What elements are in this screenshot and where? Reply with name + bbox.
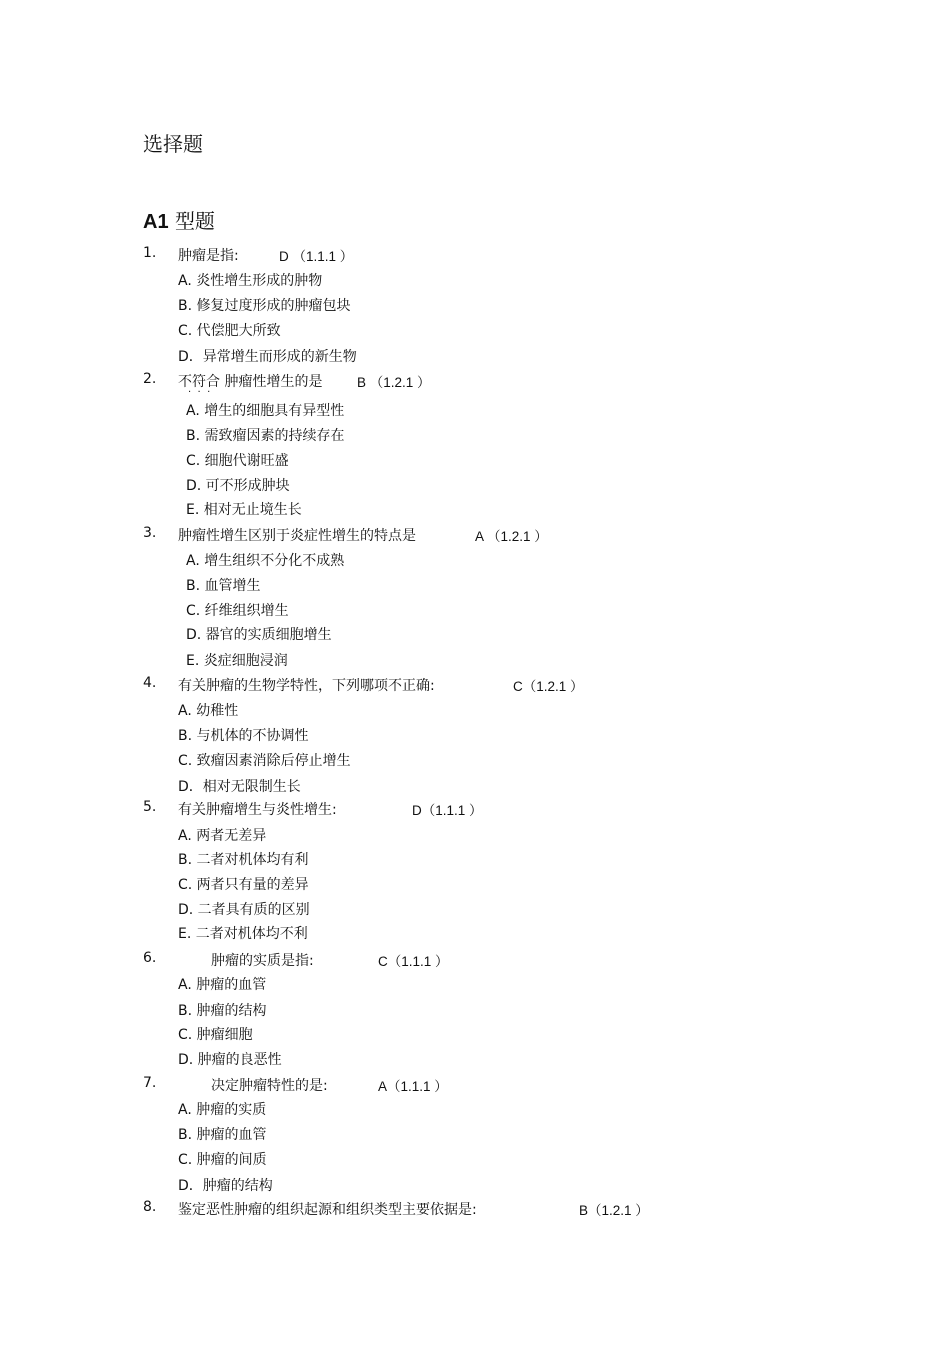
- emphasized-word: 不符合: [178, 374, 220, 390]
- question-number: 4.: [143, 675, 157, 691]
- question-number: 2.: [143, 371, 157, 387]
- question-number: 7.: [143, 1075, 157, 1091]
- option: A. 炎性增生形成的肿物: [178, 273, 323, 289]
- question-answer: C（1.2.1 ）: [513, 679, 584, 694]
- question-text: 鉴定恶性肿瘤的组织起源和组织类型主要依据是:: [178, 1202, 477, 1218]
- question-text-rest: 肿瘤性增生的是: [220, 374, 323, 390]
- question-answer: B （1.2.1 ）: [357, 375, 431, 390]
- option: E. 二者对机体均不利: [178, 926, 308, 942]
- section-suffix: 型题: [174, 209, 215, 233]
- option: B. 二者对机体均有利: [178, 852, 309, 868]
- option: C. 致瘤因素消除后停止增生: [178, 753, 351, 769]
- option: C. 两者只有量的差异: [178, 877, 309, 893]
- question-answer: A （1.2.1 ）: [475, 529, 548, 544]
- option: D．相对无限制生长: [178, 779, 301, 795]
- option: B. 肿瘤的结构: [178, 1003, 267, 1019]
- question-number: 1.: [143, 245, 157, 261]
- question-text: 肿瘤性增生区别于炎症性增生的特点是: [178, 528, 416, 544]
- option: A. 增生的细胞具有异型性: [186, 403, 345, 419]
- option: C. 细胞代谢旺盛: [186, 453, 289, 469]
- option: D．异常增生而形成的新生物: [178, 349, 357, 365]
- question-text: 肿瘤的实质是指:: [211, 953, 314, 969]
- option: E. 相对无止境生长: [186, 502, 302, 518]
- option: B. 需致瘤因素的持续存在: [186, 428, 345, 444]
- section-prefix: A1: [143, 211, 169, 233]
- question-number: 6.: [143, 950, 157, 966]
- option: C. 肿瘤的间质: [178, 1152, 267, 1168]
- question-answer: D（1.1.1 ）: [412, 803, 483, 818]
- option: C. 纤维组织增生: [186, 603, 289, 619]
- option: D. 器官的实质细胞增生: [186, 627, 332, 643]
- option: E. 炎症细胞浸润: [186, 653, 288, 669]
- option: B. 与机体的不协调性: [178, 728, 309, 744]
- emphasis-dots: · · ·: [188, 387, 211, 398]
- doc-title: 选择题: [143, 132, 203, 156]
- option: A. 肿瘤的实质: [178, 1102, 267, 1118]
- question-text: 有关肿瘤增生与炎性增生:: [178, 802, 337, 818]
- question-text: 决定肿瘤特性的是:: [211, 1078, 328, 1094]
- question-answer: B（1.2.1 ）: [579, 1203, 649, 1218]
- option: A. 幼稚性: [178, 703, 239, 719]
- option: A. 增生组织不分化不成熟: [186, 553, 345, 569]
- option: C. 肿瘤细胞: [178, 1027, 253, 1043]
- question-number: 5.: [143, 799, 157, 815]
- option: D. 可不形成肿块: [186, 478, 290, 494]
- option: B. 修复过度形成的肿瘤包块: [178, 298, 351, 314]
- option: D. 肿瘤的良恶性: [178, 1052, 282, 1068]
- question-answer: A（1.1.1 ）: [378, 1079, 448, 1094]
- question-answer: D （1.1.1 ）: [279, 249, 354, 264]
- option: C. 代偿肥大所致: [178, 323, 281, 339]
- emphasized-text: [178, 371, 220, 398]
- option: D．肿瘤的结构: [178, 1178, 273, 1194]
- option: B. 肿瘤的血管: [178, 1127, 267, 1143]
- question-text: 有关肿瘤的生物学特性，下列哪项不正确:: [178, 678, 435, 694]
- option: D. 二者具有质的区别: [178, 902, 310, 918]
- option: A. 两者无差异: [178, 828, 267, 844]
- question-number: 8.: [143, 1199, 157, 1215]
- question-answer: C（1.1.1 ）: [378, 954, 449, 969]
- question-number: 3.: [143, 525, 157, 541]
- question-text: [178, 371, 323, 398]
- option: A. 肿瘤的血管: [178, 977, 267, 993]
- option: B. 血管增生: [186, 578, 261, 594]
- section-heading: [143, 205, 215, 234]
- question-text: 肿瘤是指:: [178, 248, 239, 264]
